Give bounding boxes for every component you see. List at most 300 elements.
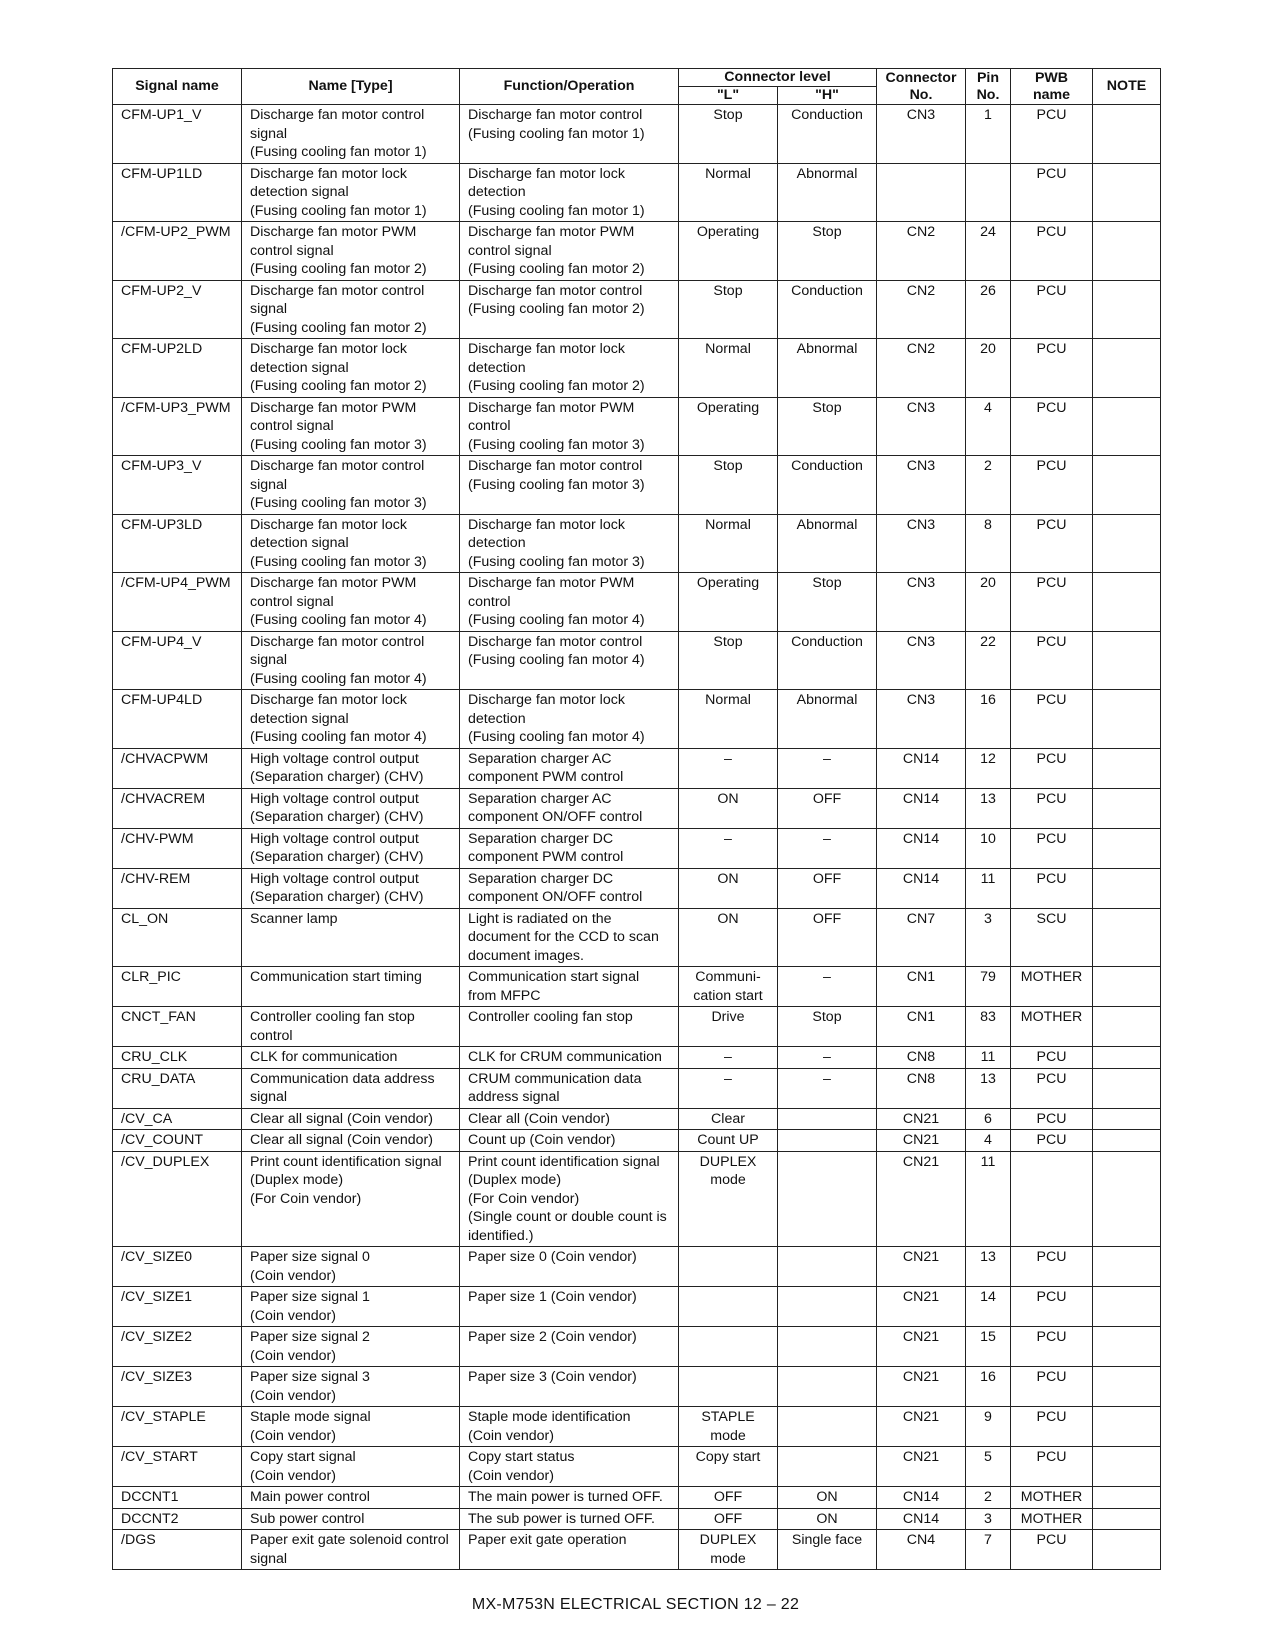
signal-name-cell: /CFM-UP4_PWM (113, 573, 242, 632)
pin-no-cell: 79 (966, 967, 1011, 1007)
header-level-h: "H" (778, 87, 877, 105)
header-signal-name: Signal name (113, 69, 242, 105)
pwb-name-cell: MOTHER (1011, 1007, 1093, 1047)
name-type-cell: Controller cooling fan stop control (242, 1007, 460, 1047)
signal-name-cell: CFM-UP3LD (113, 514, 242, 573)
pwb-name-cell: PCU (1011, 868, 1093, 908)
header-connector-level: Connector level (679, 69, 877, 87)
pin-no-cell: 20 (966, 339, 1011, 398)
function-cell: Controller cooling fan stop (460, 1007, 679, 1047)
level-l-cell: Drive (679, 1007, 778, 1047)
table-row (113, 1247, 1161, 1287)
name-type-cell: Discharge fan motor lock detection signal (Fusing cooling fan motor 2) (242, 339, 460, 398)
connector-no-cell: CN2 (877, 339, 966, 398)
signal-name-cell: /CHVACREM (113, 788, 242, 828)
pin-no-cell: 16 (966, 690, 1011, 749)
page-footer: MX-M753N ELECTRICAL SECTION 12 – 22 (471, 1596, 800, 1613)
name-type-cell: High voltage control output (Separation charger) (CHV) (242, 828, 460, 868)
level-h-cell: – (778, 967, 877, 1007)
pin-no-cell: 13 (966, 1068, 1011, 1108)
level-l-cell: Stop (679, 456, 778, 515)
table-row (113, 967, 1161, 1007)
signal-name-cell: CFM-UP2LD (113, 339, 242, 398)
function-cell: Staple mode identification (Coin vendor) (460, 1407, 679, 1447)
name-type-cell: Discharge fan motor control signal (Fusing cooling fan motor 2) (242, 280, 460, 339)
function-cell: Discharge fan motor lock detection (Fusing cooling fan motor 3) (460, 514, 679, 573)
name-type-cell: Sub power control (242, 1508, 460, 1530)
table-row (113, 828, 1161, 868)
name-type-cell: Discharge fan motor control signal (Fusing cooling fan motor 4) (242, 631, 460, 690)
pin-no-cell: 11 (966, 1151, 1011, 1247)
note-cell (1093, 1487, 1161, 1509)
connector-no-cell: CN21 (877, 1108, 966, 1130)
level-h-cell: OFF (778, 908, 877, 967)
pin-no-cell: 13 (966, 1247, 1011, 1287)
signal-name-cell: CFM-UP3_V (113, 456, 242, 515)
name-type-cell: Paper size signal 1 (Coin vendor) (242, 1287, 460, 1327)
function-cell: Discharge fan motor PWM control signal (Fusing cooling fan motor 2) (460, 222, 679, 281)
level-h-cell (778, 1108, 877, 1130)
header-pin-no: Pin No. (966, 69, 1011, 105)
level-h-cell: Conduction (778, 456, 877, 515)
connector-no-cell: CN21 (877, 1151, 966, 1247)
level-l-cell: Operating (679, 397, 778, 456)
table-row (113, 1407, 1161, 1447)
pin-no-cell: 14 (966, 1287, 1011, 1327)
table-header-row (113, 69, 1161, 87)
function-cell: Communication start signal from MFPC (460, 967, 679, 1007)
pin-no-cell: 20 (966, 573, 1011, 632)
table-row (113, 1047, 1161, 1069)
table-row (113, 1367, 1161, 1407)
connector-no-cell: CN14 (877, 828, 966, 868)
connector-no-cell: CN14 (877, 1508, 966, 1530)
signal-name-cell: DCCNT1 (113, 1487, 242, 1509)
pin-no-cell: 22 (966, 631, 1011, 690)
level-l-cell: Normal (679, 339, 778, 398)
pin-no-cell: 15 (966, 1327, 1011, 1367)
level-h-cell: Abnormal (778, 690, 877, 749)
pin-no-cell: 11 (966, 868, 1011, 908)
note-cell (1093, 967, 1161, 1007)
pin-no-cell: 6 (966, 1108, 1011, 1130)
level-l-cell: ON (679, 788, 778, 828)
level-l-cell: Operating (679, 573, 778, 632)
signal-name-cell: /CV_COUNT (113, 1130, 242, 1152)
note-cell (1093, 163, 1161, 222)
level-l-cell: ON (679, 908, 778, 967)
signal-name-cell: CRU_DATA (113, 1068, 242, 1108)
table-row (113, 1487, 1161, 1509)
table-row (113, 690, 1161, 749)
level-l-cell: Operating (679, 222, 778, 281)
pwb-name-cell: PCU (1011, 339, 1093, 398)
function-cell: Separation charger AC component PWM control (460, 748, 679, 788)
signal-name-cell: /CV_CA (113, 1108, 242, 1130)
pin-no-cell: 4 (966, 1130, 1011, 1152)
table-row (113, 397, 1161, 456)
table-row (113, 163, 1161, 222)
table-row (113, 514, 1161, 573)
note-cell (1093, 1130, 1161, 1152)
level-h-cell (778, 1247, 877, 1287)
pin-no-cell: 3 (966, 1508, 1011, 1530)
pwb-name-cell: PCU (1011, 1367, 1093, 1407)
signal-name-cell: /CV_SIZE3 (113, 1367, 242, 1407)
pwb-name-cell: PCU (1011, 1047, 1093, 1069)
table-row (113, 1151, 1161, 1247)
pin-no-cell (966, 163, 1011, 222)
function-cell: Discharge fan motor lock detection (Fusing cooling fan motor 1) (460, 163, 679, 222)
note-cell (1093, 514, 1161, 573)
connector-no-cell: CN21 (877, 1327, 966, 1367)
name-type-cell: Discharge fan motor PWM control signal (Fusing cooling fan motor 3) (242, 397, 460, 456)
function-cell: Print count identification signal (Duplex mode) (For Coin vendor) (Single count or double count is identified.) (460, 1151, 679, 1247)
name-type-cell: Discharge fan motor lock detection signal (Fusing cooling fan motor 3) (242, 514, 460, 573)
level-h-cell: Conduction (778, 105, 877, 164)
function-cell: Count up (Coin vendor) (460, 1130, 679, 1152)
level-h-cell: OFF (778, 868, 877, 908)
table-row (113, 105, 1161, 164)
name-type-cell: Copy start signal (Coin vendor) (242, 1447, 460, 1487)
level-h-cell: – (778, 1047, 877, 1069)
name-type-cell: Main power control (242, 1487, 460, 1509)
connector-no-cell: CN2 (877, 280, 966, 339)
note-cell (1093, 908, 1161, 967)
connector-no-cell: CN21 (877, 1130, 966, 1152)
level-h-cell (778, 1287, 877, 1327)
pwb-name-cell: PCU (1011, 1447, 1093, 1487)
pwb-name-cell: MOTHER (1011, 967, 1093, 1007)
level-l-cell: Normal (679, 163, 778, 222)
table-row (113, 1508, 1161, 1530)
level-l-cell: ON (679, 868, 778, 908)
note-cell (1093, 1007, 1161, 1047)
note-cell (1093, 222, 1161, 281)
pwb-name-cell: PCU (1011, 1068, 1093, 1108)
table-row (113, 1327, 1161, 1367)
level-l-cell: Copy start (679, 1447, 778, 1487)
connector-no-cell: CN14 (877, 1487, 966, 1509)
function-cell: Paper exit gate operation (460, 1530, 679, 1570)
name-type-cell: High voltage control output (Separation charger) (CHV) (242, 748, 460, 788)
pin-no-cell: 12 (966, 748, 1011, 788)
pin-no-cell: 26 (966, 280, 1011, 339)
header-note: NOTE (1093, 69, 1161, 105)
signal-name-cell: CFM-UP4_V (113, 631, 242, 690)
name-type-cell: Paper size signal 0 (Coin vendor) (242, 1247, 460, 1287)
level-h-cell (778, 1130, 877, 1152)
connector-no-cell: CN3 (877, 631, 966, 690)
header-name-type: Name [Type] (242, 69, 460, 105)
table-row (113, 222, 1161, 281)
name-type-cell: Communication start timing (242, 967, 460, 1007)
pin-no-cell: 9 (966, 1407, 1011, 1447)
pwb-name-cell: PCU (1011, 1287, 1093, 1327)
note-cell (1093, 397, 1161, 456)
level-l-cell: Count UP (679, 1130, 778, 1152)
note-cell (1093, 1530, 1161, 1570)
header-function: Function/Operation (460, 69, 679, 105)
function-cell: Clear all (Coin vendor) (460, 1108, 679, 1130)
connector-no-cell: CN8 (877, 1047, 966, 1069)
level-l-cell (679, 1287, 778, 1327)
function-cell: Separation charger AC component ON/OFF control (460, 788, 679, 828)
level-h-cell: Conduction (778, 631, 877, 690)
name-type-cell: Discharge fan motor PWM control signal (Fusing cooling fan motor 2) (242, 222, 460, 281)
header-pwb-name: PWB name (1011, 69, 1093, 105)
function-cell: Paper size 0 (Coin vendor) (460, 1247, 679, 1287)
level-h-cell: Stop (778, 397, 877, 456)
table-row (113, 1130, 1161, 1152)
level-l-cell: DUPLEX mode (679, 1151, 778, 1247)
signal-name-cell: CFM-UP2_V (113, 280, 242, 339)
level-h-cell (778, 1327, 877, 1367)
table-row (113, 1530, 1161, 1570)
connector-no-cell: CN21 (877, 1247, 966, 1287)
name-type-cell: Paper exit gate solenoid control signal (242, 1530, 460, 1570)
pwb-name-cell: PCU (1011, 1130, 1093, 1152)
level-h-cell: – (778, 828, 877, 868)
function-cell: Paper size 2 (Coin vendor) (460, 1327, 679, 1367)
connector-no-cell: CN2 (877, 222, 966, 281)
level-h-cell: Abnormal (778, 163, 877, 222)
note-cell (1093, 1287, 1161, 1327)
connector-no-cell: CN3 (877, 690, 966, 749)
note-cell (1093, 1108, 1161, 1130)
name-type-cell: Communication data address signal (242, 1068, 460, 1108)
note-cell (1093, 1151, 1161, 1247)
connector-no-cell: CN1 (877, 967, 966, 1007)
level-h-cell (778, 1407, 877, 1447)
pwb-name-cell: PCU (1011, 1530, 1093, 1570)
pwb-name-cell: PCU (1011, 748, 1093, 788)
connector-no-cell: CN7 (877, 908, 966, 967)
pin-no-cell: 13 (966, 788, 1011, 828)
table-row (113, 1447, 1161, 1487)
note-cell (1093, 105, 1161, 164)
signal-name-cell: CFM-UP4LD (113, 690, 242, 749)
name-type-cell: Paper size signal 2 (Coin vendor) (242, 1327, 460, 1367)
pin-no-cell: 11 (966, 1047, 1011, 1069)
level-l-cell (679, 1247, 778, 1287)
name-type-cell: Discharge fan motor control signal (Fusing cooling fan motor 3) (242, 456, 460, 515)
pin-no-cell: 2 (966, 1487, 1011, 1509)
function-cell: Separation charger DC component ON/OFF control (460, 868, 679, 908)
level-l-cell: Normal (679, 690, 778, 749)
connector-no-cell: CN21 (877, 1447, 966, 1487)
level-h-cell: Abnormal (778, 514, 877, 573)
table-row (113, 339, 1161, 398)
function-cell: The main power is turned OFF. (460, 1487, 679, 1509)
name-type-cell: Clear all signal (Coin vendor) (242, 1130, 460, 1152)
table-row (113, 1007, 1161, 1047)
pin-no-cell: 16 (966, 1367, 1011, 1407)
note-cell (1093, 631, 1161, 690)
pwb-name-cell: PCU (1011, 456, 1093, 515)
table-row (113, 631, 1161, 690)
pwb-name-cell: PCU (1011, 690, 1093, 749)
function-cell: Discharge fan motor PWM control (Fusing cooling fan motor 3) (460, 397, 679, 456)
function-cell: Copy start status (Coin vendor) (460, 1447, 679, 1487)
pwb-name-cell: PCU (1011, 828, 1093, 868)
pwb-name-cell: PCU (1011, 1407, 1093, 1447)
note-cell (1093, 748, 1161, 788)
signal-name-cell: /CV_DUPLEX (113, 1151, 242, 1247)
connector-no-cell: CN3 (877, 573, 966, 632)
level-l-cell: OFF (679, 1508, 778, 1530)
pwb-name-cell: PCU (1011, 222, 1093, 281)
signal-name-cell: CRU_CLK (113, 1047, 242, 1069)
name-type-cell: Staple mode signal (Coin vendor) (242, 1407, 460, 1447)
pin-no-cell: 10 (966, 828, 1011, 868)
name-type-cell: Paper size signal 3 (Coin vendor) (242, 1367, 460, 1407)
signal-name-cell: /CHV-REM (113, 868, 242, 908)
name-type-cell: Discharge fan motor lock detection signal (Fusing cooling fan motor 1) (242, 163, 460, 222)
pwb-name-cell: PCU (1011, 1247, 1093, 1287)
function-cell: CRUM communication data address signal (460, 1068, 679, 1108)
note-cell (1093, 1047, 1161, 1069)
connector-no-cell: CN14 (877, 788, 966, 828)
note-cell (1093, 788, 1161, 828)
signal-name-cell: /CV_SIZE1 (113, 1287, 242, 1327)
signal-name-cell: /CFM-UP2_PWM (113, 222, 242, 281)
pwb-name-cell: PCU (1011, 105, 1093, 164)
pin-no-cell: 1 (966, 105, 1011, 164)
level-l-cell: DUPLEX mode (679, 1530, 778, 1570)
level-h-cell: Stop (778, 1007, 877, 1047)
note-cell (1093, 339, 1161, 398)
signal-name-cell: /CV_SIZE0 (113, 1247, 242, 1287)
connector-no-cell: CN3 (877, 397, 966, 456)
connector-no-cell: CN4 (877, 1530, 966, 1570)
pwb-name-cell: PCU (1011, 1327, 1093, 1367)
function-cell: Discharge fan motor control (Fusing cooling fan motor 2) (460, 280, 679, 339)
level-h-cell: ON (778, 1487, 877, 1509)
pwb-name-cell (1011, 1151, 1093, 1247)
pwb-name-cell: PCU (1011, 280, 1093, 339)
function-cell: Paper size 1 (Coin vendor) (460, 1287, 679, 1327)
signal-name-cell: /DGS (113, 1530, 242, 1570)
level-l-cell: Clear (679, 1108, 778, 1130)
function-cell: The sub power is turned OFF. (460, 1508, 679, 1530)
function-cell: Discharge fan motor PWM control (Fusing cooling fan motor 4) (460, 573, 679, 632)
table-body (113, 105, 1161, 1570)
pwb-name-cell: PCU (1011, 514, 1093, 573)
connector-no-cell: CN21 (877, 1407, 966, 1447)
note-cell (1093, 573, 1161, 632)
pin-no-cell: 2 (966, 456, 1011, 515)
pin-no-cell: 83 (966, 1007, 1011, 1047)
connector-no-cell: CN3 (877, 514, 966, 573)
signal-name-cell: CFM-UP1_V (113, 105, 242, 164)
function-cell: Discharge fan motor control (Fusing cooling fan motor 1) (460, 105, 679, 164)
pwb-name-cell: PCU (1011, 1108, 1093, 1130)
pin-no-cell: 8 (966, 514, 1011, 573)
note-cell (1093, 1367, 1161, 1407)
name-type-cell: Discharge fan motor PWM control signal (Fusing cooling fan motor 4) (242, 573, 460, 632)
level-h-cell: OFF (778, 788, 877, 828)
function-cell: Discharge fan motor lock detection (Fusing cooling fan motor 4) (460, 690, 679, 749)
connector-no-cell: CN3 (877, 105, 966, 164)
note-cell (1093, 456, 1161, 515)
note-cell (1093, 1508, 1161, 1530)
note-cell (1093, 1247, 1161, 1287)
level-h-cell (778, 1151, 877, 1247)
signal-name-cell: /CV_START (113, 1447, 242, 1487)
pwb-name-cell: PCU (1011, 788, 1093, 828)
note-cell (1093, 1068, 1161, 1108)
name-type-cell: Discharge fan motor control signal (Fusing cooling fan motor 1) (242, 105, 460, 164)
name-type-cell: High voltage control output (Separation charger) (CHV) (242, 788, 460, 828)
signal-name-cell: CL_ON (113, 908, 242, 967)
connector-no-cell: CN8 (877, 1068, 966, 1108)
note-cell (1093, 690, 1161, 749)
level-h-cell: Stop (778, 573, 877, 632)
function-cell: Separation charger DC component PWM control (460, 828, 679, 868)
signal-name-cell: /CFM-UP3_PWM (113, 397, 242, 456)
connector-no-cell: CN14 (877, 868, 966, 908)
signal-name-cell: /CHVACPWM (113, 748, 242, 788)
level-h-cell: Stop (778, 222, 877, 281)
connector-no-cell: CN21 (877, 1287, 966, 1327)
level-h-cell: Abnormal (778, 339, 877, 398)
connector-no-cell: CN1 (877, 1007, 966, 1047)
level-l-cell: Communi- cation start (679, 967, 778, 1007)
function-cell: CLK for CRUM communication (460, 1047, 679, 1069)
table-row (113, 1068, 1161, 1108)
level-l-cell (679, 1327, 778, 1367)
function-cell: Discharge fan motor control (Fusing cooling fan motor 3) (460, 456, 679, 515)
header-level-l: "L" (679, 87, 778, 105)
signal-name-cell: CFM-UP1LD (113, 163, 242, 222)
signal-name-cell: CNCT_FAN (113, 1007, 242, 1047)
level-h-cell: – (778, 1068, 877, 1108)
level-h-cell: ON (778, 1508, 877, 1530)
pwb-name-cell: SCU (1011, 908, 1093, 967)
table-row (113, 456, 1161, 515)
table-row (113, 573, 1161, 632)
function-cell: Discharge fan motor control (Fusing cooling fan motor 4) (460, 631, 679, 690)
pin-no-cell: 3 (966, 908, 1011, 967)
table-row (113, 868, 1161, 908)
level-l-cell: Stop (679, 631, 778, 690)
connector-no-cell: CN21 (877, 1367, 966, 1407)
pwb-name-cell: PCU (1011, 631, 1093, 690)
pwb-name-cell: MOTHER (1011, 1508, 1093, 1530)
function-cell: Paper size 3 (Coin vendor) (460, 1367, 679, 1407)
signal-name-cell: CLR_PIC (113, 967, 242, 1007)
table-row (113, 908, 1161, 967)
pwb-name-cell: PCU (1011, 573, 1093, 632)
name-type-cell: Print count identification signal (Duplex mode) (For Coin vendor) (242, 1151, 460, 1247)
function-cell: Light is radiated on the document for the CCD to scan document images. (460, 908, 679, 967)
table-row (113, 280, 1161, 339)
level-l-cell: STAPLE mode (679, 1407, 778, 1447)
pwb-name-cell: PCU (1011, 397, 1093, 456)
note-cell (1093, 828, 1161, 868)
level-l-cell: – (679, 828, 778, 868)
level-h-cell: Single face (778, 1530, 877, 1570)
pin-no-cell: 24 (966, 222, 1011, 281)
signal-name-cell: /CHV-PWM (113, 828, 242, 868)
note-cell (1093, 1447, 1161, 1487)
connector-no-cell (877, 163, 966, 222)
pwb-name-cell: MOTHER (1011, 1487, 1093, 1509)
name-type-cell: CLK for communication (242, 1047, 460, 1069)
table-row (113, 788, 1161, 828)
level-l-cell: – (679, 1068, 778, 1108)
